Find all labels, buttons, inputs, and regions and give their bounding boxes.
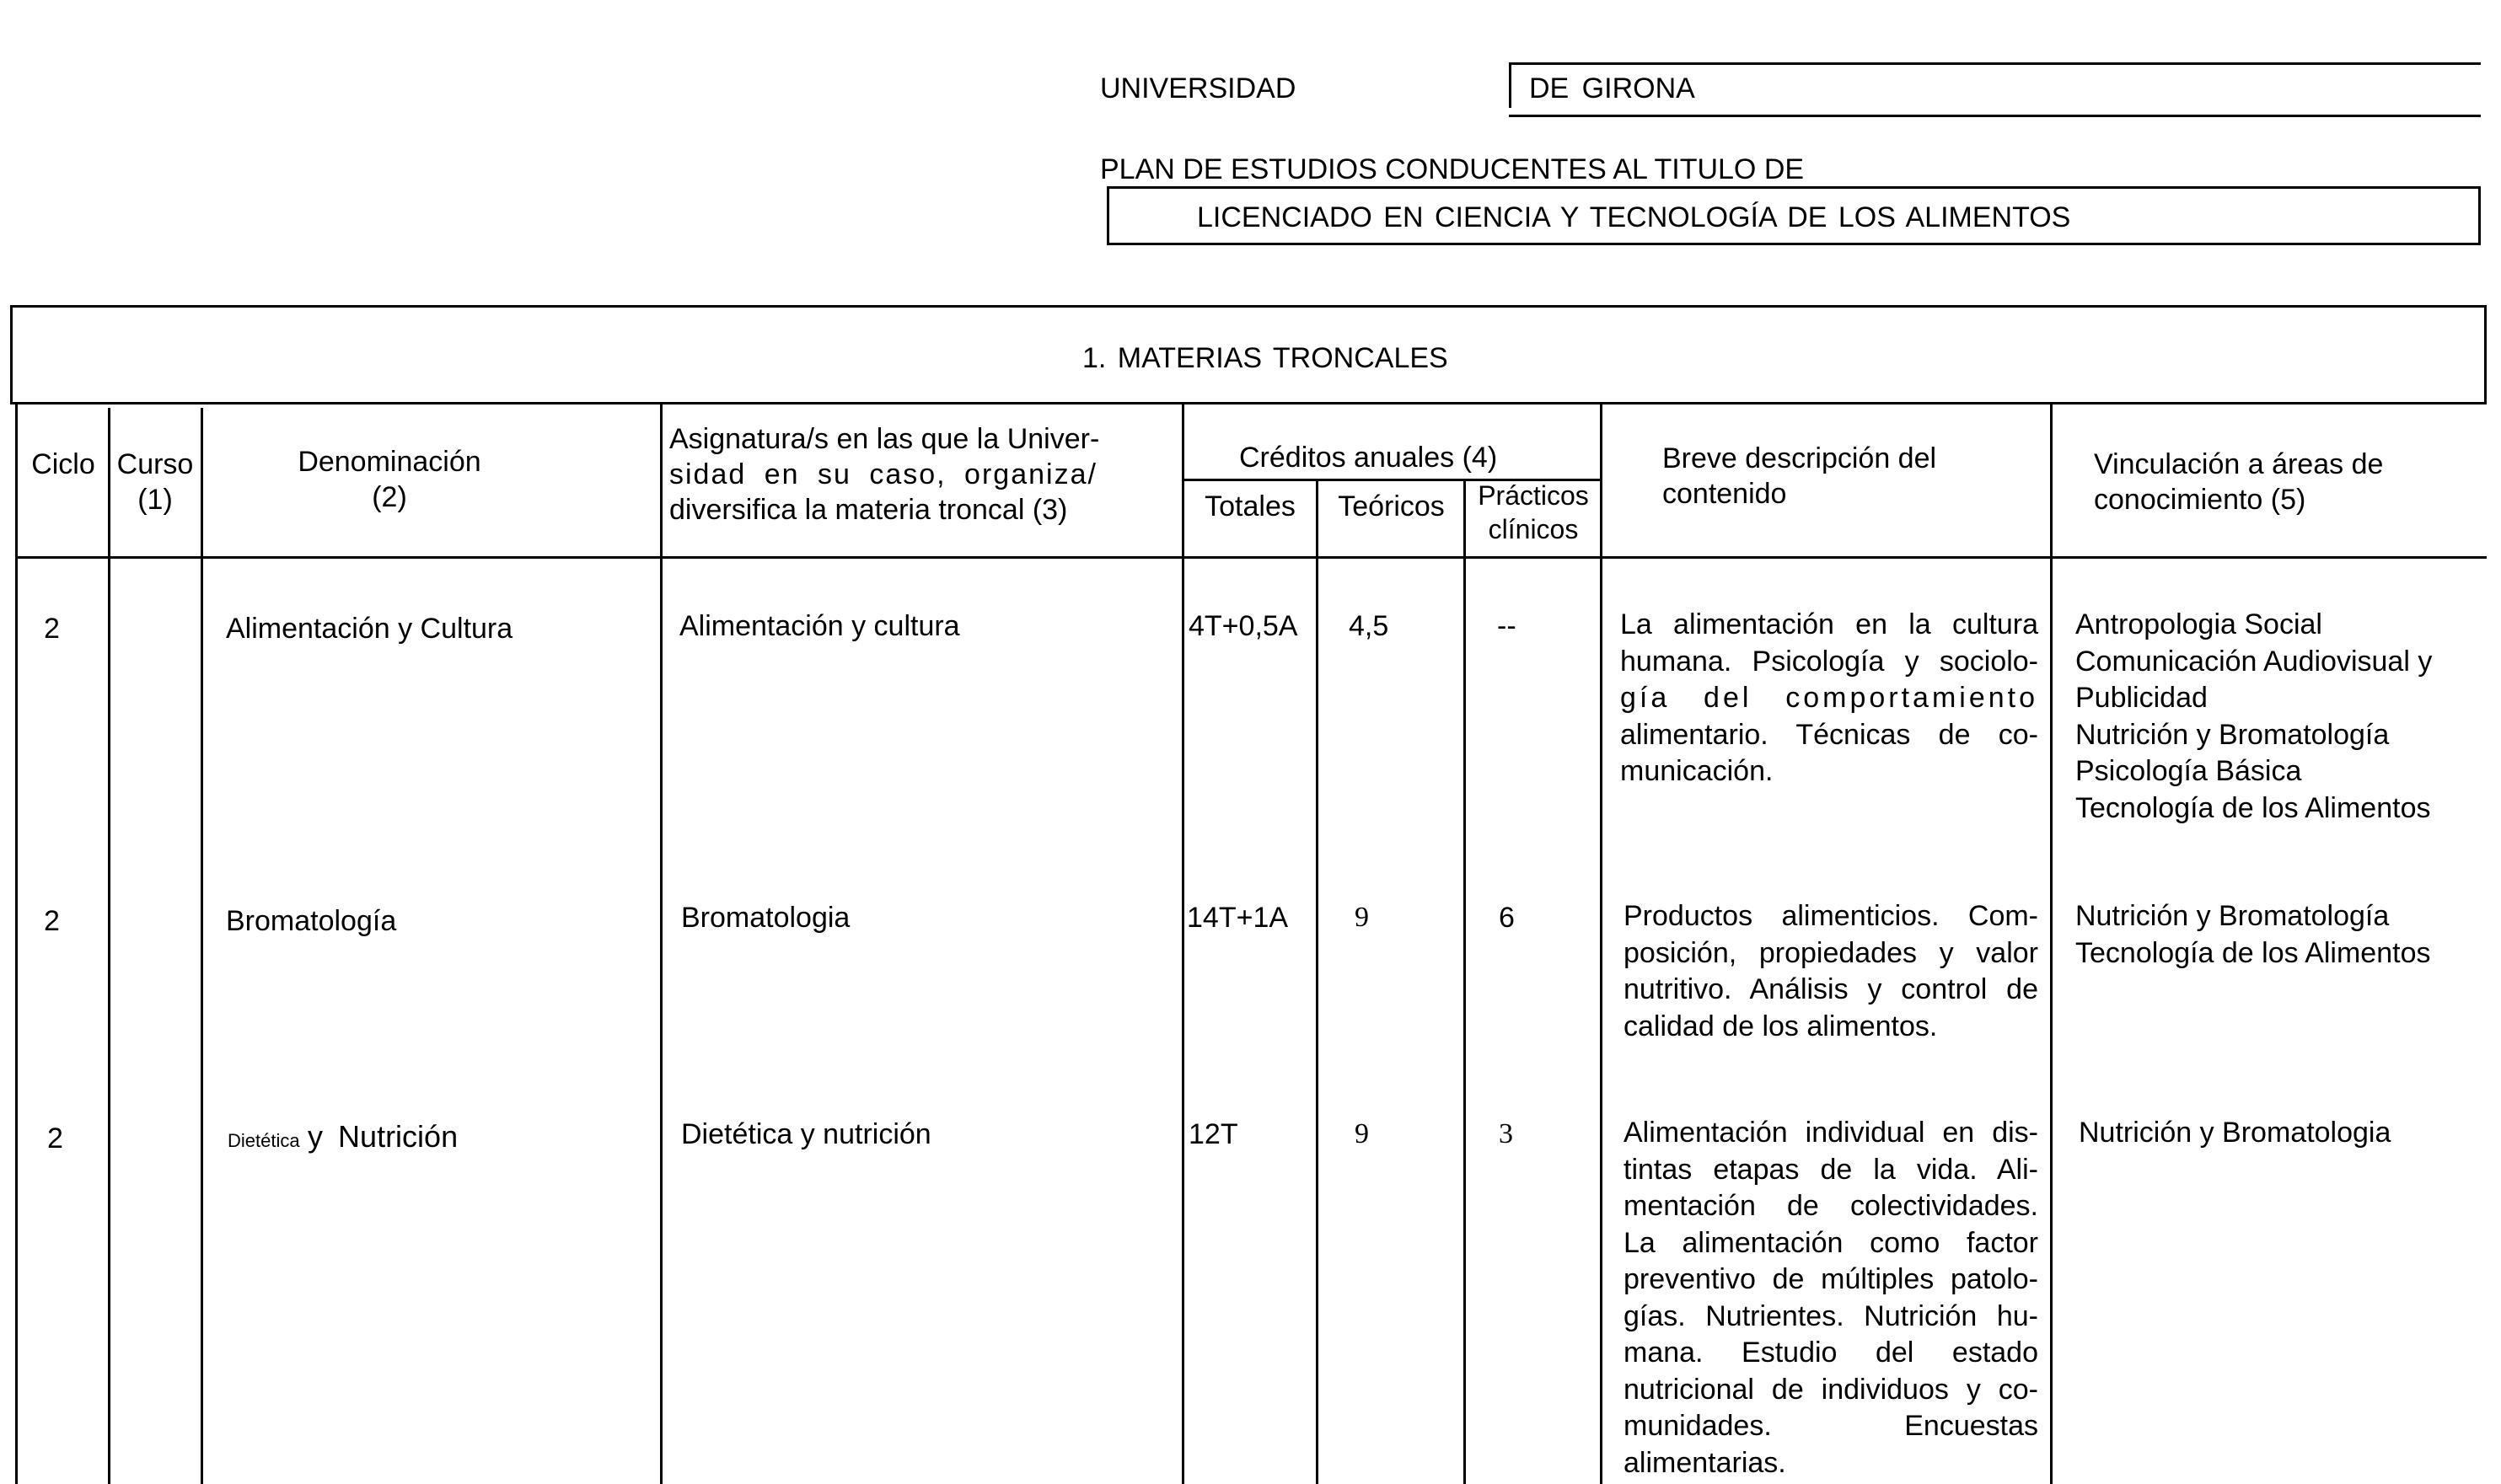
row1-totales: 4T+0,5A [1189, 610, 1298, 642]
col-divider-descripcion [2050, 404, 2053, 1484]
row2-practicos: 6 [1499, 902, 1515, 934]
col-header-asignatura-line3: diversifica la materia troncal (3) [669, 494, 1068, 526]
row3-ciclo: 2 [47, 1122, 63, 1155]
row1-vinculacion-line: Psicología Básica [2075, 755, 2302, 787]
row3-descripcion-line: La alimentación como factor [1624, 1226, 2038, 1259]
row1-asignatura: Alimentación y cultura [679, 610, 960, 642]
col-header-curso-line1: Curso [116, 448, 194, 480]
table-left-border [15, 404, 18, 1484]
row1-vinculacion-line: Antropologia Social [2075, 608, 2322, 640]
university-label: UNIVERSIDAD [1100, 72, 1296, 104]
row1-descripcion-line: gía del comportamiento [1620, 682, 2038, 714]
col-header-practicos-line2: clínicos [1488, 514, 1579, 544]
row1-vinculacion-line: Tecnología de los Alimentos [2075, 791, 2431, 824]
row1-vinculacion-line: Comunicación Audiovisual y [2075, 645, 2433, 678]
col-header-vinculacion [2094, 447, 2383, 517]
col-header-asignatura-line1: Asignatura/s en las que la Univer- [669, 423, 1100, 455]
row1-vinculacion-line: Publicidad [2075, 682, 2208, 714]
row1-descripcion-line: municación. [1620, 755, 1774, 787]
row3-denominacion-rest: y Nutrición [308, 1119, 459, 1154]
row3-teoricos: 9 [1355, 1118, 1369, 1149]
row2-ciclo: 2 [44, 905, 60, 937]
row2-denominacion: Bromatología [226, 905, 397, 937]
university-name: DE GIRONA [1529, 72, 1695, 104]
col-header-totales: Totales [1205, 490, 1296, 522]
row1-descripcion-line: humana. Psicología y sociolo- [1620, 645, 2038, 678]
col-header-descripcion [1662, 441, 1936, 512]
col-header-creditos-group: Créditos anuales (4) [1239, 442, 1498, 474]
col-header-denominacion [206, 444, 573, 515]
row3-descripcion-line: nutricional de individuos y co- [1624, 1373, 2038, 1406]
row3-totales: 12T [1189, 1118, 1238, 1150]
row3-descripcion [1624, 1115, 2038, 1481]
row2-vinculacion-line: Nutrición y Bromatología [2075, 900, 2390, 932]
row3-descripcion-line: gías. Nutrientes. Nutrición hu- [1624, 1299, 2038, 1332]
row2-vinculacion [2075, 898, 2430, 972]
row1-descripcion-line: La alimentación en la cultura [1620, 608, 2038, 640]
row2-descripcion-line: nutritivo. Análisis y control de [1624, 973, 2038, 1005]
col-divider-asignatura [1182, 404, 1184, 1484]
row3-descripcion-line: preventivo de múltiples patolo- [1624, 1263, 2038, 1295]
col-header-asignatura [669, 421, 1175, 528]
table-header-bottom-rule [15, 556, 2487, 559]
row1-teoricos: 4,5 [1349, 610, 1389, 642]
row2-descripcion-line: calidad de los alimentos. [1624, 1010, 1938, 1042]
col-header-descripcion-line1: Breve descripción del [1662, 442, 1937, 474]
row3-descripcion-line: tintas etapas de la vida. Ali- [1624, 1153, 2038, 1186]
col-divider-curso [201, 408, 203, 1484]
row3-descripcion-line: munidades. Encuestas [1624, 1410, 2038, 1442]
row2-descripcion-line: Productos alimenticios. Com- [1624, 900, 2038, 932]
col-header-descripcion-line2: contenido [1662, 478, 1787, 510]
row1-denominacion: Alimentación y Cultura [226, 613, 513, 645]
row3-denominacion-small: Dietética [228, 1130, 300, 1151]
row3-denominacion [228, 1119, 458, 1159]
row1-vinculacion-line: Nutrición y Bromatología [2075, 718, 2390, 751]
row2-teoricos: 9 [1355, 902, 1369, 933]
col-divider-totales [1316, 480, 1318, 1484]
row1-descripcion [1620, 607, 2038, 790]
row2-descripcion [1624, 898, 2038, 1045]
row2-vinculacion-line: Tecnología de los Alimentos [2075, 936, 2431, 969]
row3-vinculacion-line: Nutrición y Bromatologia [2079, 1117, 2391, 1149]
row2-totales: 14T+1A [1187, 902, 1289, 934]
university-box-bottom [1509, 115, 2481, 117]
university-box-top [1509, 62, 2481, 65]
col-header-practicos [1469, 479, 1597, 546]
col-header-teoricos: Teóricos [1338, 490, 1445, 522]
col-divider-practicos [1600, 404, 1602, 1484]
row2-descripcion-line: posición, propiedades y valor [1624, 936, 2038, 969]
col-divider-teoricos [1463, 480, 1466, 1484]
plan-label: PLAN DE ESTUDIOS CONDUCENTES AL TITULO DE [1100, 153, 1805, 185]
col-header-vinculacion-line2: conocimiento (5) [2094, 484, 2306, 516]
col-header-denominacion-line2: (2) [372, 481, 407, 513]
section-title: 1. MATERIAS TRONCALES [1082, 342, 1448, 374]
row3-asignatura: Dietética y nutrición [681, 1118, 931, 1150]
col-header-curso-line2: (1) [137, 484, 173, 516]
row1-vinculacion [2075, 607, 2432, 827]
degree-title: LICENCIADO EN CIENCIA Y TECNOLOGÍA DE LOS ALIMENTOS [1197, 201, 2071, 233]
col-divider-denominacion [660, 404, 663, 1484]
row3-vinculacion [2079, 1115, 2391, 1152]
row3-practicos: 3 [1499, 1118, 1513, 1149]
row2-asignatura: Bromatologia [681, 902, 851, 934]
col-header-vinculacion-line1: Vinculación a áreas de [2094, 448, 2384, 480]
col-divider-ciclo [108, 408, 110, 1484]
col-header-practicos-line1: Prácticos [1478, 480, 1589, 511]
row3-descripcion-line: Alimentación individual en dis- [1624, 1117, 2038, 1149]
row1-descripcion-line: alimentario. Técnicas de co- [1620, 718, 2038, 751]
row3-descripcion-line: alimentarias. [1624, 1446, 1786, 1479]
row3-descripcion-line: mana. Estudio del estado [1624, 1337, 2038, 1369]
col-header-curso [113, 447, 197, 517]
row1-practicos: -- [1497, 610, 1516, 642]
col-header-asignatura-line2: sidad en su caso, organiza/ [669, 458, 1098, 490]
col-header-denominacion-line1: Denominación [298, 446, 481, 478]
col-header-ciclo: Ciclo [31, 448, 95, 480]
row1-ciclo: 2 [44, 613, 60, 645]
row3-descripcion-line: mentación de colectividades. [1624, 1190, 2038, 1222]
university-box-left [1509, 64, 1511, 108]
